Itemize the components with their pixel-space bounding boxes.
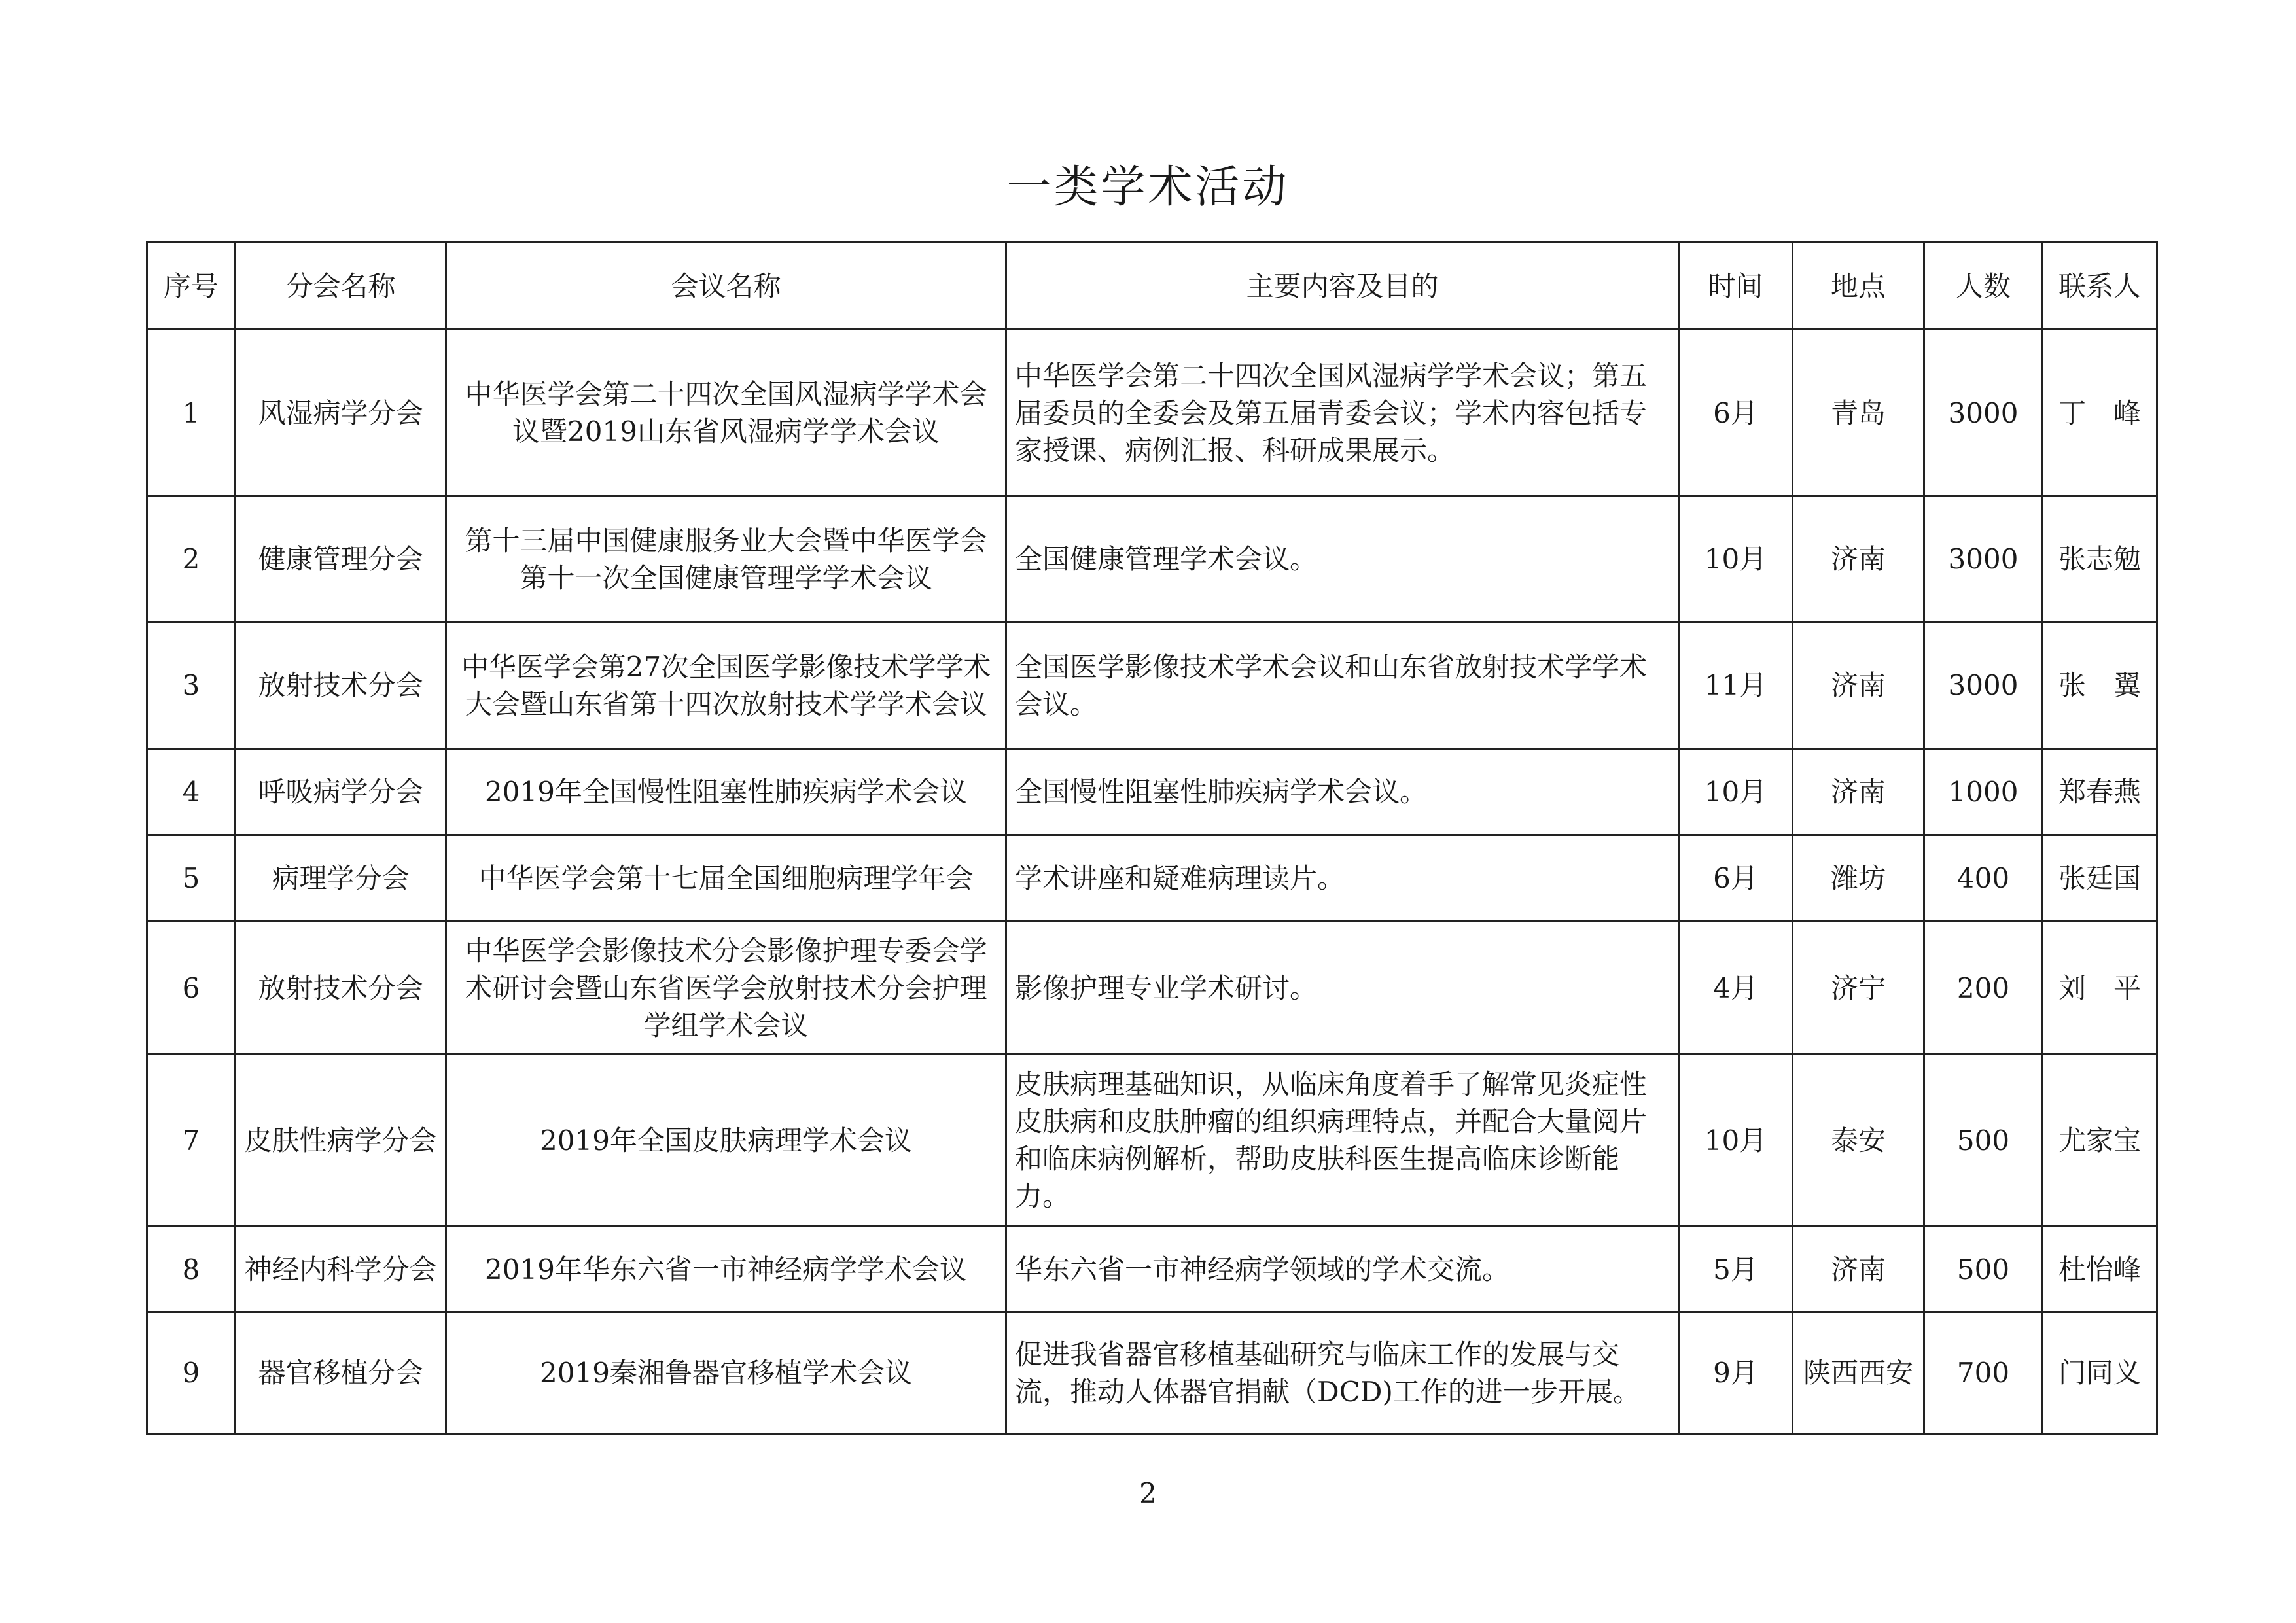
cell-place: 潍坊 <box>1793 835 1924 922</box>
cell-no: 3 <box>147 622 236 749</box>
table-row <box>147 749 2157 835</box>
cell-meeting: 2019秦湘鲁器官移植学术会议 <box>446 1312 1006 1434</box>
cell-meeting: 2019年全国皮肤病理学术会议 <box>446 1055 1006 1227</box>
cell-content: 学术讲座和疑难病理读片。 <box>1006 835 1679 922</box>
cell-content: 华东六省一市神经病学领域的学术交流。 <box>1006 1227 1679 1312</box>
cell-count: 400 <box>1924 835 2043 922</box>
cell-contact: 张廷国 <box>2043 835 2157 922</box>
cell-place: 济南 <box>1793 749 1924 835</box>
cell-place: 济南 <box>1793 497 1924 622</box>
cell-time: 5月 <box>1679 1227 1793 1312</box>
cell-count: 500 <box>1924 1227 2043 1312</box>
cell-no: 6 <box>147 922 236 1055</box>
cell-no: 8 <box>147 1227 236 1312</box>
cell-contact: 张 翼 <box>2043 622 2157 749</box>
cell-time: 6月 <box>1679 835 1793 922</box>
header-count: 人数 <box>1924 243 2043 330</box>
cell-contact: 张志勉 <box>2043 497 2157 622</box>
cell-contact: 门同义 <box>2043 1312 2157 1434</box>
cell-branch: 呼吸病学分会 <box>236 749 446 835</box>
cell-place: 济宁 <box>1793 922 1924 1055</box>
page-title: 一类学术活动 <box>1006 162 1290 213</box>
cell-meeting: 中华医学会第十七届全国细胞病理学年会 <box>446 835 1006 922</box>
page-number: 2 <box>1139 1477 1157 1509</box>
cell-content: 全国健康管理学术会议。 <box>1006 497 1679 622</box>
header-branch: 分会名称 <box>236 243 446 330</box>
cell-content: 全国慢性阻塞性肺疾病学术会议。 <box>1006 749 1679 835</box>
cell-time: 10月 <box>1679 1055 1793 1227</box>
cell-no: 7 <box>147 1055 236 1227</box>
cell-meeting: 中华医学会影像技术分会影像护理专委会学术研讨会暨山东省医学会放射技术分会护理学组学术会议 <box>446 922 1006 1055</box>
cell-no: 5 <box>147 835 236 922</box>
cell-content: 促进我省器官移植基础研究与临床工作的发展与交流，推动人体器官捐献（DCD)工作的进一步开展。 <box>1006 1312 1679 1434</box>
cell-no: 2 <box>147 497 236 622</box>
cell-time: 10月 <box>1679 497 1793 622</box>
header-contact: 联系人 <box>2043 243 2157 330</box>
cell-count: 1000 <box>1924 749 2043 835</box>
cell-no: 9 <box>147 1312 236 1434</box>
cell-time: 6月 <box>1679 330 1793 497</box>
header-time: 时间 <box>1679 243 1793 330</box>
cell-content: 中华医学会第二十四次全国风湿病学学术会议；第五届委员的全委会及第五届青委会议；学术内容包括专家授课、病例汇报、科研成果展示。 <box>1006 330 1679 497</box>
cell-meeting: 2019年华东六省一市神经病学学术会议 <box>446 1227 1006 1312</box>
activities-table <box>146 241 2158 1435</box>
cell-place: 济南 <box>1793 1227 1924 1312</box>
cell-branch: 放射技术分会 <box>236 922 446 1055</box>
cell-no: 4 <box>147 749 236 835</box>
cell-meeting: 第十三届中国健康服务业大会暨中华医学会第十一次全国健康管理学学术会议 <box>446 497 1006 622</box>
cell-count: 3000 <box>1924 330 2043 497</box>
cell-meeting: 2019年全国慢性阻塞性肺疾病学术会议 <box>446 749 1006 835</box>
cell-count: 500 <box>1924 1055 2043 1227</box>
header-content: 主要内容及目的 <box>1006 243 1679 330</box>
cell-count: 3000 <box>1924 497 2043 622</box>
cell-place: 泰安 <box>1793 1055 1924 1227</box>
cell-contact: 杜怡峰 <box>2043 1227 2157 1312</box>
cell-branch: 病理学分会 <box>236 835 446 922</box>
cell-branch: 风湿病学分会 <box>236 330 446 497</box>
table-row <box>147 497 2157 622</box>
table-row <box>147 622 2157 749</box>
cell-content: 皮肤病理基础知识，从临床角度着手了解常见炎症性皮肤病和皮肤肿瘤的组织病理特点，并配合大量阅片和临床病例解析，帮助皮肤科医生提高临床诊断能力。 <box>1006 1055 1679 1227</box>
header-meeting: 会议名称 <box>446 243 1006 330</box>
cell-time: 11月 <box>1679 622 1793 749</box>
cell-place: 济南 <box>1793 622 1924 749</box>
cell-contact: 尤家宝 <box>2043 1055 2157 1227</box>
header-place: 地点 <box>1793 243 1924 330</box>
table-row <box>147 1227 2157 1312</box>
cell-place: 陕西西安 <box>1793 1312 1924 1434</box>
cell-branch: 皮肤性病学分会 <box>236 1055 446 1227</box>
cell-time: 9月 <box>1679 1312 1793 1434</box>
cell-time: 10月 <box>1679 749 1793 835</box>
cell-count: 200 <box>1924 922 2043 1055</box>
header-no: 序号 <box>147 243 236 330</box>
cell-content: 全国医学影像技术学术会议和山东省放射技术学学术会议。 <box>1006 622 1679 749</box>
cell-contact: 丁 峰 <box>2043 330 2157 497</box>
table-header-row <box>147 243 2157 330</box>
table-row <box>147 922 2157 1055</box>
cell-meeting: 中华医学会第27次全国医学影像技术学学术大会暨山东省第十四次放射技术学学术会议 <box>446 622 1006 749</box>
table-row <box>147 835 2157 922</box>
cell-time: 4月 <box>1679 922 1793 1055</box>
cell-branch: 健康管理分会 <box>236 497 446 622</box>
cell-branch: 器官移植分会 <box>236 1312 446 1434</box>
cell-contact: 郑春燕 <box>2043 749 2157 835</box>
cell-count: 3000 <box>1924 622 2043 749</box>
cell-contact: 刘 平 <box>2043 922 2157 1055</box>
cell-no: 1 <box>147 330 236 497</box>
cell-branch: 放射技术分会 <box>236 622 446 749</box>
cell-meeting: 中华医学会第二十四次全国风湿病学学术会议暨2019山东省风湿病学学术会议 <box>446 330 1006 497</box>
table-row <box>147 1312 2157 1434</box>
cell-place: 青岛 <box>1793 330 1924 497</box>
table-row <box>147 1055 2157 1227</box>
cell-count: 700 <box>1924 1312 2043 1434</box>
cell-branch: 神经内科学分会 <box>236 1227 446 1312</box>
table-row <box>147 330 2157 497</box>
cell-content: 影像护理专业学术研讨。 <box>1006 922 1679 1055</box>
